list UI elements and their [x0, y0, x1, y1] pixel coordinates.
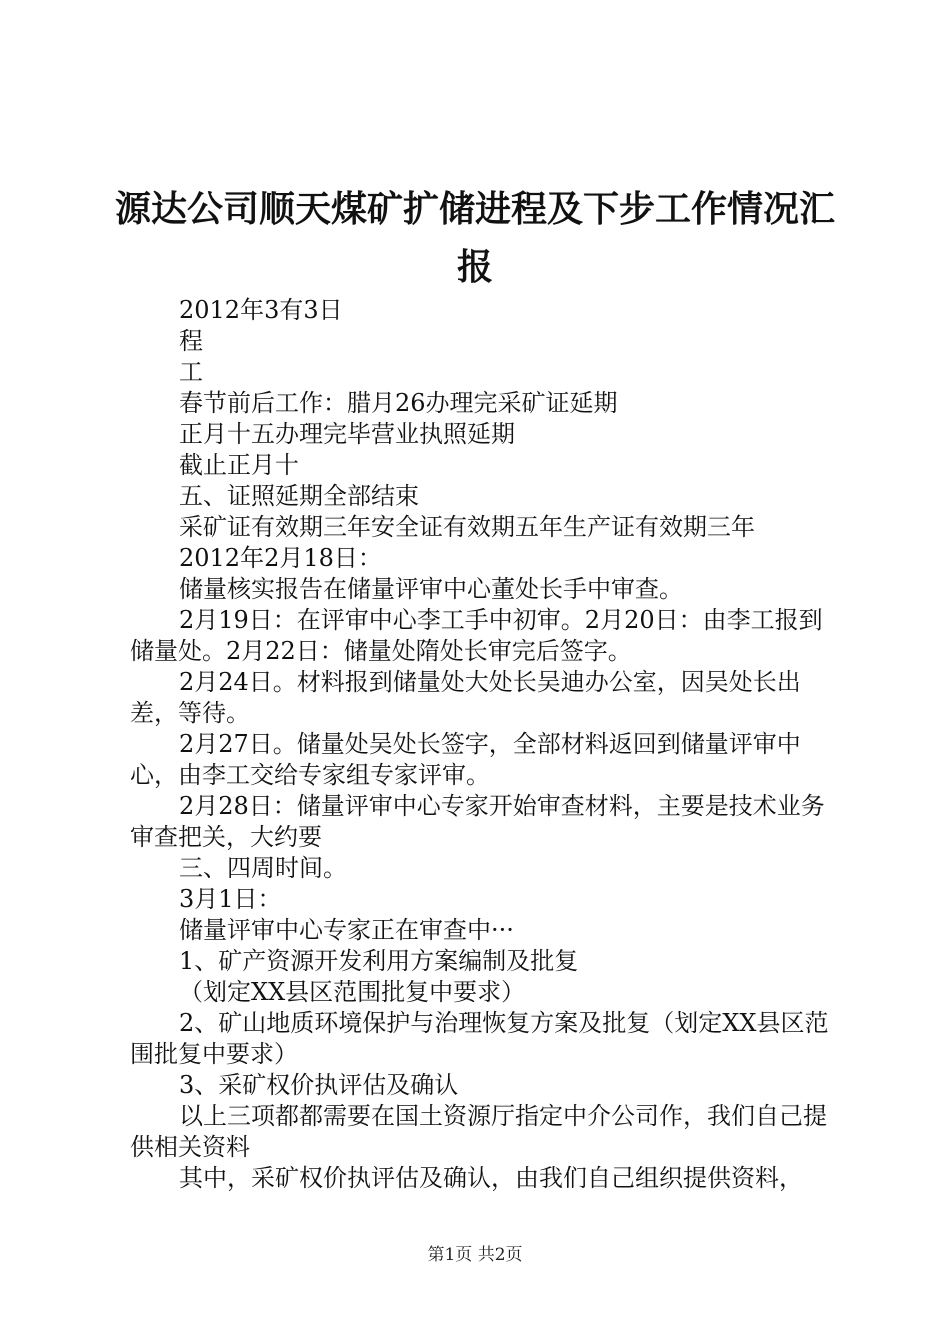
paragraph: 储量评审中心专家正在审查中···: [179, 916, 514, 944]
paragraph: 3、采矿权价执评估及确认: [179, 1071, 459, 1099]
paragraph: 2月24日。材料报到储量处大处长吴迪办公室，因吴处长出差，等待。: [130, 668, 801, 727]
paragraph: 截止正月十: [179, 451, 299, 479]
document-title-line-2: 报: [456, 247, 493, 288]
paragraph: 三、四周时间。: [179, 854, 347, 882]
paragraph: 正月十五办理完毕营业执照延期: [179, 420, 515, 448]
document-body: [130, 295, 835, 1194]
paragraph: 五、证照延期全部结束: [179, 482, 419, 510]
paragraph: 春节前后工作：腊月26办理完采矿证延期: [179, 389, 618, 417]
paragraph: 2012年3有3日: [179, 296, 343, 324]
paragraph: 采矿证有效期三年安全证有效期五年生产证有效期三年: [179, 513, 755, 541]
paragraph: 程: [179, 327, 203, 355]
page-footer: 第1页 共2页: [427, 1245, 523, 1265]
paragraph: 2、矿山地质环境保护与治理恢复方案及批复（划定XX县区范围批复中要求）: [130, 1009, 829, 1068]
paragraph: 2月19日：在评审中心李工手中初审。2月20日：由李工报到储量处。2月22日：储量处隋处长审完后签字。: [130, 606, 823, 665]
paragraph: 工: [179, 358, 203, 386]
paragraph: 3月1日：: [179, 885, 282, 913]
paragraph: 以上三项都都需要在国土资源厅指定中介公司作，我们自己提供相关资料: [130, 1102, 827, 1161]
paragraph: （划定XX县区范围批复中要求）: [179, 978, 526, 1006]
paragraph: 2012年2月18日：: [179, 544, 382, 572]
paragraph: 其中，采矿权价执评估及确认，由我们自己组织提供资料，: [179, 1164, 803, 1192]
paragraph: 2月27日。储量处吴处长签字，全部材料返回到储量评审中心，由李工交给专家组专家评审。: [130, 730, 801, 789]
paragraph: 1、矿产资源开发利用方案编制及批复: [179, 947, 579, 975]
paragraph: 2月28日：储量评审中心专家开始审查材料，主要是技术业务审查把关，大约要: [130, 792, 825, 851]
document-title-line-1: 源达公司顺天煤矿扩储进程及下步工作情况汇: [114, 189, 835, 230]
paragraph: 储量核实报告在储量评审中心董处长手中审查。: [179, 575, 683, 603]
